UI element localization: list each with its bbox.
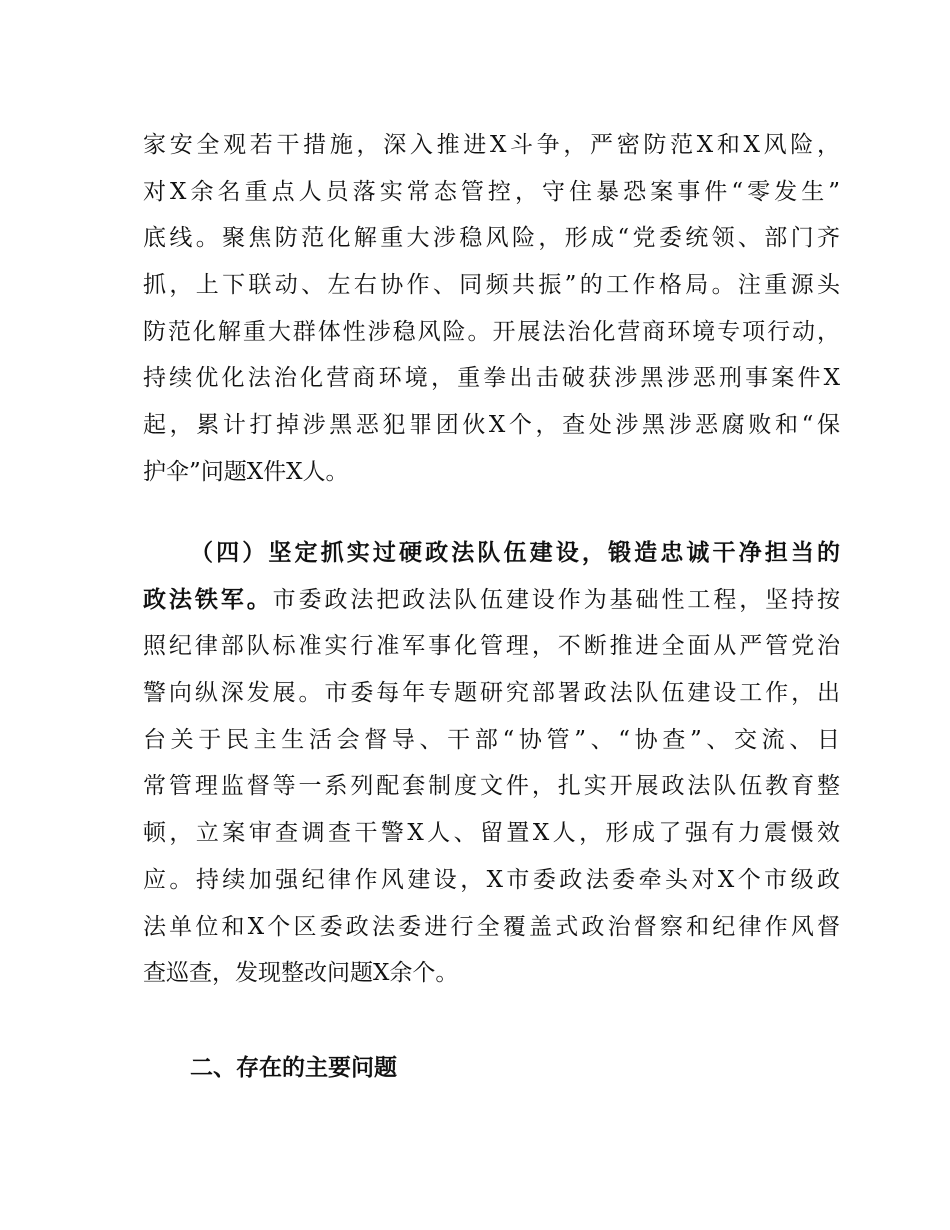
paragraph-security-measures: [143, 122, 840, 496]
text-line: 护伞”问题X件X人。: [143, 458, 349, 485]
text-line: 查巡查，发现整改问题X余个。: [143, 960, 459, 987]
text-line: 法单位和X个区委政法委进行全覆盖式政治督察和纪律作风督: [143, 913, 840, 940]
text-line: 家安全观若干措施，深入推进X斗争，严密防范X和X风险，: [143, 132, 840, 158]
text-line: 底线。聚焦防范化解重大涉稳风险，形成“党委统领、部门齐: [143, 225, 840, 252]
text-line: 抓，上下联动、左右协作、同频共振”的工作格局。注重源头: [143, 272, 840, 299]
subsection-heading: [143, 530, 840, 577]
text-line-rest: 市委政法把政法队伍建设作为基础性工程，坚持按: [272, 586, 841, 613]
text-line: 台关于民主生活会督导、干部“协管”、“协查”、交流、日: [143, 726, 840, 753]
text-line: [143, 577, 840, 624]
text-line: 照纪律部队标准实行准军事化管理，不断推进全面从严管党治: [143, 633, 840, 660]
paragraph-team-building: [143, 530, 840, 997]
subsection-heading-text: （四）坚定抓实过硬政法队伍建设，锻造忠诚干净担当的: [190, 540, 840, 566]
text-line: 常管理监督等一系列配套制度文件，扎实开展政法队伍教育整: [143, 773, 840, 800]
text-line: 起，累计打掉涉黑恶犯罪团伙X个，查处涉黑涉恶腐败和“保: [143, 412, 840, 439]
text-line: 警向纵深发展。市委每年专题研究部署政法队伍建设工作，出: [143, 680, 840, 707]
text-line: 顿，立案审查调查干警X人、留置X人，形成了强有力震慑效: [143, 820, 840, 847]
subsection-heading-tail: 政法铁军。: [143, 586, 273, 613]
text-line: 应。持续加强纪律作风建设，X市委政法委牵头对X个市级政: [143, 866, 840, 893]
text-line: 对X余名重点人员落实常态管控，守住暴恐案事件“零发生”: [143, 178, 840, 205]
text-line: 防范化解重大群体性涉稳风险。开展法治化营商环境专项行动，: [143, 318, 840, 345]
text-line: 持续优化法治化营商环境，重拳出击破获涉黑涉恶刑事案件X: [143, 365, 840, 392]
section-heading: 二、存在的主要问题: [190, 1055, 397, 1081]
